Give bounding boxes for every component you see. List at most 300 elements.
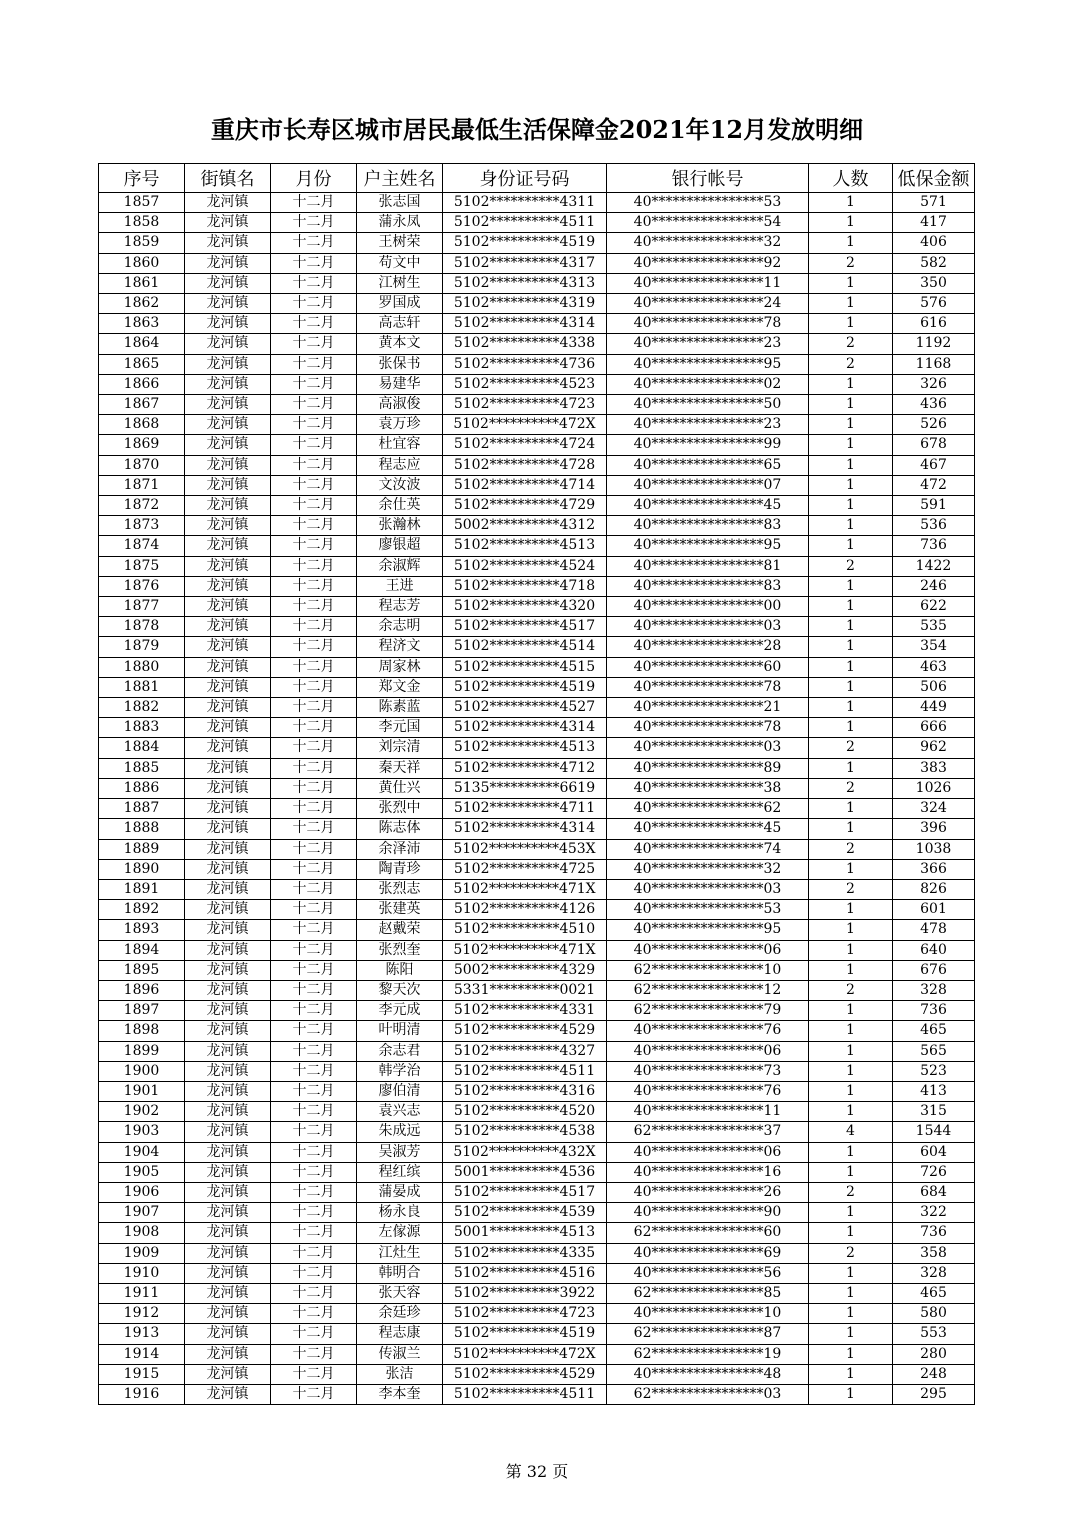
persons-cell: 1 — [809, 698, 893, 718]
town-cell: 龙河镇 — [185, 617, 271, 637]
month-cell: 十二月 — [271, 415, 357, 435]
table-row — [99, 1021, 975, 1041]
serial-cell: 1878 — [99, 617, 185, 637]
householder-cell: 陈志体 — [357, 819, 443, 839]
serial-cell: 1882 — [99, 698, 185, 718]
bank-account-cell: 40****************06 — [607, 1142, 809, 1162]
persons-cell: 1 — [809, 435, 893, 455]
householder-cell: 张烈中 — [357, 799, 443, 819]
serial-cell: 1867 — [99, 395, 185, 415]
bank-account-cell: 40****************95 — [607, 354, 809, 374]
town-cell: 龙河镇 — [185, 1041, 271, 1061]
householder-cell: 黎天次 — [357, 980, 443, 1000]
householder-cell: 廖银超 — [357, 536, 443, 556]
persons-cell: 1 — [809, 455, 893, 475]
persons-cell: 1 — [809, 233, 893, 253]
amount-cell: 328 — [893, 980, 975, 1000]
town-cell: 龙河镇 — [185, 657, 271, 677]
town-cell: 龙河镇 — [185, 1243, 271, 1263]
serial-cell: 1910 — [99, 1263, 185, 1283]
id-number-cell: 5102**********4517 — [443, 617, 607, 637]
amount-cell: 1544 — [893, 1122, 975, 1142]
serial-cell: 1880 — [99, 657, 185, 677]
serial-cell: 1901 — [99, 1081, 185, 1101]
bank-account-cell: 40****************76 — [607, 1021, 809, 1041]
table-row — [99, 1162, 975, 1182]
town-cell: 龙河镇 — [185, 475, 271, 495]
table-row — [99, 698, 975, 718]
serial-cell: 1863 — [99, 314, 185, 334]
amount-cell: 536 — [893, 516, 975, 536]
town-cell: 龙河镇 — [185, 1061, 271, 1081]
serial-cell: 1892 — [99, 900, 185, 920]
table-row — [99, 597, 975, 617]
bank-account-cell: 40****************53 — [607, 900, 809, 920]
table-row — [99, 576, 975, 596]
month-cell: 十二月 — [271, 1061, 357, 1081]
householder-cell: 蒲晏成 — [357, 1182, 443, 1202]
serial-cell: 1894 — [99, 940, 185, 960]
town-cell: 龙河镇 — [185, 233, 271, 253]
persons-cell: 2 — [809, 556, 893, 576]
amount-cell: 449 — [893, 698, 975, 718]
table-row — [99, 334, 975, 354]
serial-cell: 1902 — [99, 1102, 185, 1122]
amount-cell: 436 — [893, 395, 975, 415]
month-cell: 十二月 — [271, 940, 357, 960]
table-row — [99, 1364, 975, 1384]
amount-cell: 406 — [893, 233, 975, 253]
serial-cell: 1877 — [99, 597, 185, 617]
id-number-cell: 5102**********4725 — [443, 859, 607, 879]
table-row — [99, 677, 975, 697]
serial-cell: 1857 — [99, 193, 185, 213]
persons-cell: 2 — [809, 334, 893, 354]
town-cell: 龙河镇 — [185, 314, 271, 334]
householder-cell: 李元国 — [357, 718, 443, 738]
amount-cell: 417 — [893, 213, 975, 233]
householder-cell: 刘宗清 — [357, 738, 443, 758]
bank-account-cell: 40****************06 — [607, 940, 809, 960]
amount-cell: 553 — [893, 1324, 975, 1344]
householder-cell: 杨永良 — [357, 1203, 443, 1223]
table-row — [99, 233, 975, 253]
table-row — [99, 1344, 975, 1364]
town-cell: 龙河镇 — [185, 839, 271, 859]
serial-cell: 1884 — [99, 738, 185, 758]
serial-cell: 1861 — [99, 273, 185, 293]
householder-cell: 程志应 — [357, 455, 443, 475]
id-number-cell: 5102**********4711 — [443, 799, 607, 819]
table-row — [99, 273, 975, 293]
id-number-cell: 5102**********472X — [443, 1344, 607, 1364]
id-number-cell: 5102**********4320 — [443, 597, 607, 617]
town-cell: 龙河镇 — [185, 294, 271, 314]
serial-cell: 1909 — [99, 1243, 185, 1263]
serial-cell: 1862 — [99, 294, 185, 314]
persons-cell: 1 — [809, 193, 893, 213]
householder-cell: 秦天祥 — [357, 758, 443, 778]
householder-cell: 王树荣 — [357, 233, 443, 253]
householder-cell: 陈阳 — [357, 960, 443, 980]
bank-account-cell: 62****************60 — [607, 1223, 809, 1243]
bank-account-cell: 62****************19 — [607, 1344, 809, 1364]
persons-cell: 2 — [809, 1182, 893, 1202]
serial-cell: 1879 — [99, 637, 185, 657]
id-number-cell: 5102**********4331 — [443, 1001, 607, 1021]
month-cell: 十二月 — [271, 314, 357, 334]
householder-cell: 程红缤 — [357, 1162, 443, 1182]
householder-cell: 廖伯清 — [357, 1081, 443, 1101]
serial-cell: 1858 — [99, 213, 185, 233]
id-number-cell: 5102**********4319 — [443, 294, 607, 314]
id-number-cell: 5102**********4327 — [443, 1041, 607, 1061]
id-number-cell: 5102**********4513 — [443, 738, 607, 758]
month-cell: 十二月 — [271, 455, 357, 475]
month-cell: 十二月 — [271, 1324, 357, 1344]
bank-account-cell: 40****************65 — [607, 455, 809, 475]
town-cell: 龙河镇 — [185, 556, 271, 576]
id-number-cell: 5102**********471X — [443, 879, 607, 899]
householder-cell: 黄本文 — [357, 334, 443, 354]
persons-cell: 2 — [809, 1243, 893, 1263]
amount-cell: 591 — [893, 496, 975, 516]
header-month: 月份 — [271, 164, 357, 193]
serial-cell: 1895 — [99, 960, 185, 980]
householder-cell: 江灶生 — [357, 1243, 443, 1263]
month-cell: 十二月 — [271, 395, 357, 415]
persons-cell: 1 — [809, 597, 893, 617]
table-row — [99, 758, 975, 778]
serial-cell: 1869 — [99, 435, 185, 455]
month-cell: 十二月 — [271, 253, 357, 273]
bank-account-cell: 40****************02 — [607, 374, 809, 394]
table-row — [99, 1304, 975, 1324]
householder-cell: 张建英 — [357, 900, 443, 920]
persons-cell: 1 — [809, 758, 893, 778]
table-row — [99, 354, 975, 374]
month-cell: 十二月 — [271, 374, 357, 394]
table-row — [99, 435, 975, 455]
amount-cell: 604 — [893, 1142, 975, 1162]
amount-cell: 826 — [893, 879, 975, 899]
bank-account-cell: 40****************53 — [607, 193, 809, 213]
bank-account-cell: 40****************81 — [607, 556, 809, 576]
table-row — [99, 253, 975, 273]
table-header-row — [99, 164, 975, 193]
table-row — [99, 1263, 975, 1283]
month-cell: 十二月 — [271, 920, 357, 940]
householder-cell: 周家林 — [357, 657, 443, 677]
table-row — [99, 395, 975, 415]
table-row — [99, 415, 975, 435]
bank-account-cell: 40****************60 — [607, 657, 809, 677]
bank-account-cell: 40****************11 — [607, 1102, 809, 1122]
town-cell: 龙河镇 — [185, 1304, 271, 1324]
id-number-cell: 5102**********471X — [443, 940, 607, 960]
town-cell: 龙河镇 — [185, 859, 271, 879]
id-number-cell: 5102**********4511 — [443, 213, 607, 233]
serial-cell: 1888 — [99, 819, 185, 839]
id-number-cell: 5102**********4524 — [443, 556, 607, 576]
id-number-cell: 5102**********4529 — [443, 1364, 607, 1384]
town-cell: 龙河镇 — [185, 576, 271, 596]
serial-cell: 1872 — [99, 496, 185, 516]
bank-account-cell: 40****************10 — [607, 1304, 809, 1324]
table-row — [99, 879, 975, 899]
persons-cell: 1 — [809, 799, 893, 819]
month-cell: 十二月 — [271, 617, 357, 637]
table-row — [99, 1384, 975, 1404]
town-cell: 龙河镇 — [185, 1142, 271, 1162]
householder-cell: 吴淑芳 — [357, 1142, 443, 1162]
householder-cell: 高淑俊 — [357, 395, 443, 415]
table-row — [99, 960, 975, 980]
id-number-cell: 5102**********432X — [443, 1142, 607, 1162]
id-number-cell: 5102**********4513 — [443, 536, 607, 556]
householder-cell: 黄仕兴 — [357, 778, 443, 798]
id-number-cell: 5102**********4314 — [443, 718, 607, 738]
id-number-cell: 5135**********6619 — [443, 778, 607, 798]
bank-account-cell: 40****************83 — [607, 516, 809, 536]
amount-cell: 1192 — [893, 334, 975, 354]
month-cell: 十二月 — [271, 1283, 357, 1303]
amount-cell: 582 — [893, 253, 975, 273]
table-row — [99, 819, 975, 839]
table-row — [99, 1102, 975, 1122]
amount-cell: 506 — [893, 677, 975, 697]
month-cell: 十二月 — [271, 1001, 357, 1021]
month-cell: 十二月 — [271, 576, 357, 596]
amount-cell: 1168 — [893, 354, 975, 374]
table-row — [99, 1081, 975, 1101]
id-number-cell: 5102**********4529 — [443, 1021, 607, 1041]
bank-account-cell: 40****************03 — [607, 879, 809, 899]
id-number-cell: 5002**********4329 — [443, 960, 607, 980]
header-persons: 人数 — [809, 164, 893, 193]
town-cell: 龙河镇 — [185, 1182, 271, 1202]
persons-cell: 1 — [809, 395, 893, 415]
householder-cell: 余淑辉 — [357, 556, 443, 576]
serial-cell: 1876 — [99, 576, 185, 596]
month-cell: 十二月 — [271, 839, 357, 859]
amount-cell: 324 — [893, 799, 975, 819]
month-cell: 十二月 — [271, 1081, 357, 1101]
id-number-cell: 5102**********4314 — [443, 819, 607, 839]
town-cell: 龙河镇 — [185, 920, 271, 940]
amount-cell: 467 — [893, 455, 975, 475]
town-cell: 龙河镇 — [185, 1344, 271, 1364]
amount-cell: 526 — [893, 415, 975, 435]
amount-cell: 676 — [893, 960, 975, 980]
householder-cell: 袁万珍 — [357, 415, 443, 435]
serial-cell: 1896 — [99, 980, 185, 1000]
bank-account-cell: 40****************32 — [607, 233, 809, 253]
persons-cell: 2 — [809, 839, 893, 859]
amount-cell: 726 — [893, 1162, 975, 1182]
bank-account-cell: 40****************28 — [607, 637, 809, 657]
bank-account-cell: 40****************07 — [607, 475, 809, 495]
month-cell: 十二月 — [271, 1203, 357, 1223]
bank-account-cell: 40****************23 — [607, 415, 809, 435]
amount-cell: 736 — [893, 536, 975, 556]
householder-cell: 张瀚林 — [357, 516, 443, 536]
serial-cell: 1865 — [99, 354, 185, 374]
town-cell: 龙河镇 — [185, 799, 271, 819]
amount-cell: 358 — [893, 1243, 975, 1263]
id-number-cell: 5102**********4714 — [443, 475, 607, 495]
id-number-cell: 5102**********4316 — [443, 1081, 607, 1101]
month-cell: 十二月 — [271, 677, 357, 697]
town-cell: 龙河镇 — [185, 879, 271, 899]
amount-cell: 478 — [893, 920, 975, 940]
bank-account-cell: 40****************56 — [607, 1263, 809, 1283]
page-title: 重庆市长寿区城市居民最低生活保障金2021年12月发放明细 — [210, 115, 864, 144]
persons-cell: 2 — [809, 778, 893, 798]
town-cell: 龙河镇 — [185, 374, 271, 394]
householder-cell: 余廷珍 — [357, 1304, 443, 1324]
bank-account-cell: 40****************03 — [607, 738, 809, 758]
town-cell: 龙河镇 — [185, 1203, 271, 1223]
table-row — [99, 778, 975, 798]
persons-cell: 1 — [809, 536, 893, 556]
town-cell: 龙河镇 — [185, 1102, 271, 1122]
bank-account-cell: 40****************78 — [607, 314, 809, 334]
persons-cell: 1 — [809, 1021, 893, 1041]
householder-cell: 叶明清 — [357, 1021, 443, 1041]
persons-cell: 1 — [809, 718, 893, 738]
persons-cell: 1 — [809, 273, 893, 293]
persons-cell: 1 — [809, 1384, 893, 1404]
amount-cell: 576 — [893, 294, 975, 314]
persons-cell: 1 — [809, 1344, 893, 1364]
table-row — [99, 1001, 975, 1021]
bank-account-cell: 62****************79 — [607, 1001, 809, 1021]
id-number-cell: 5102**********3922 — [443, 1283, 607, 1303]
month-cell: 十二月 — [271, 213, 357, 233]
amount-cell: 736 — [893, 1001, 975, 1021]
month-cell: 十二月 — [271, 496, 357, 516]
amount-cell: 465 — [893, 1283, 975, 1303]
bank-account-cell: 40****************32 — [607, 859, 809, 879]
month-cell: 十二月 — [271, 758, 357, 778]
month-cell: 十二月 — [271, 1102, 357, 1122]
bank-account-cell: 40****************00 — [607, 597, 809, 617]
amount-cell: 640 — [893, 940, 975, 960]
bank-account-cell: 62****************85 — [607, 1283, 809, 1303]
persons-cell: 1 — [809, 1203, 893, 1223]
serial-cell: 1893 — [99, 920, 185, 940]
householder-cell: 王进 — [357, 576, 443, 596]
table-row — [99, 1223, 975, 1243]
table-row — [99, 617, 975, 637]
amount-cell: 465 — [893, 1021, 975, 1041]
id-number-cell: 5102**********4519 — [443, 1324, 607, 1344]
amount-cell: 350 — [893, 273, 975, 293]
bank-account-cell: 40****************78 — [607, 677, 809, 697]
amount-cell: 322 — [893, 1203, 975, 1223]
month-cell: 十二月 — [271, 1384, 357, 1404]
householder-cell: 易建华 — [357, 374, 443, 394]
serial-cell: 1914 — [99, 1344, 185, 1364]
serial-cell: 1890 — [99, 859, 185, 879]
persons-cell: 1 — [809, 1304, 893, 1324]
amount-cell: 736 — [893, 1223, 975, 1243]
bank-account-cell: 40****************38 — [607, 778, 809, 798]
town-cell: 龙河镇 — [185, 738, 271, 758]
id-number-cell: 5102**********4126 — [443, 900, 607, 920]
bank-account-cell: 40****************48 — [607, 1364, 809, 1384]
householder-cell: 韩明合 — [357, 1263, 443, 1283]
id-number-cell: 5102**********4516 — [443, 1263, 607, 1283]
table-row — [99, 193, 975, 213]
id-number-cell: 5102**********4511 — [443, 1061, 607, 1081]
town-cell: 龙河镇 — [185, 960, 271, 980]
persons-cell: 1 — [809, 960, 893, 980]
month-cell: 十二月 — [271, 1182, 357, 1202]
householder-cell: 韩学治 — [357, 1061, 443, 1081]
householder-cell: 文汝波 — [357, 475, 443, 495]
householder-cell: 罗国成 — [357, 294, 443, 314]
month-cell: 十二月 — [271, 718, 357, 738]
id-number-cell: 5102**********4723 — [443, 395, 607, 415]
table-row — [99, 920, 975, 940]
bank-account-cell: 40****************03 — [607, 617, 809, 637]
id-number-cell: 5102**********4729 — [443, 496, 607, 516]
amount-cell: 248 — [893, 1364, 975, 1384]
householder-cell: 余仕英 — [357, 496, 443, 516]
month-cell: 十二月 — [271, 778, 357, 798]
bank-account-cell: 40****************11 — [607, 273, 809, 293]
id-number-cell: 5331**********0021 — [443, 980, 607, 1000]
serial-cell: 1886 — [99, 778, 185, 798]
month-cell: 十二月 — [271, 1223, 357, 1243]
persons-cell: 1 — [809, 496, 893, 516]
bank-account-cell: 40****************45 — [607, 496, 809, 516]
householder-cell: 陈素蓝 — [357, 698, 443, 718]
id-number-cell: 5102**********4519 — [443, 233, 607, 253]
persons-cell: 2 — [809, 354, 893, 374]
persons-cell: 1 — [809, 1364, 893, 1384]
month-cell: 十二月 — [271, 1364, 357, 1384]
persons-cell: 2 — [809, 879, 893, 899]
month-cell: 十二月 — [271, 354, 357, 374]
town-cell: 龙河镇 — [185, 455, 271, 475]
month-cell: 十二月 — [271, 1304, 357, 1324]
persons-cell: 1 — [809, 1162, 893, 1182]
table-body — [99, 193, 975, 1405]
householder-cell: 蒲永凤 — [357, 213, 443, 233]
persons-cell: 1 — [809, 1263, 893, 1283]
amount-cell: 383 — [893, 758, 975, 778]
table-row — [99, 1122, 975, 1142]
persons-cell: 1 — [809, 819, 893, 839]
serial-cell: 1881 — [99, 677, 185, 697]
householder-cell: 余志君 — [357, 1041, 443, 1061]
table-row — [99, 637, 975, 657]
town-cell: 龙河镇 — [185, 1223, 271, 1243]
town-cell: 龙河镇 — [185, 213, 271, 233]
table-row — [99, 556, 975, 576]
persons-cell: 1 — [809, 920, 893, 940]
table-row — [99, 1182, 975, 1202]
persons-cell: 2 — [809, 253, 893, 273]
table-row — [99, 940, 975, 960]
town-cell: 龙河镇 — [185, 536, 271, 556]
serial-cell: 1889 — [99, 839, 185, 859]
amount-cell: 326 — [893, 374, 975, 394]
persons-cell: 1 — [809, 657, 893, 677]
